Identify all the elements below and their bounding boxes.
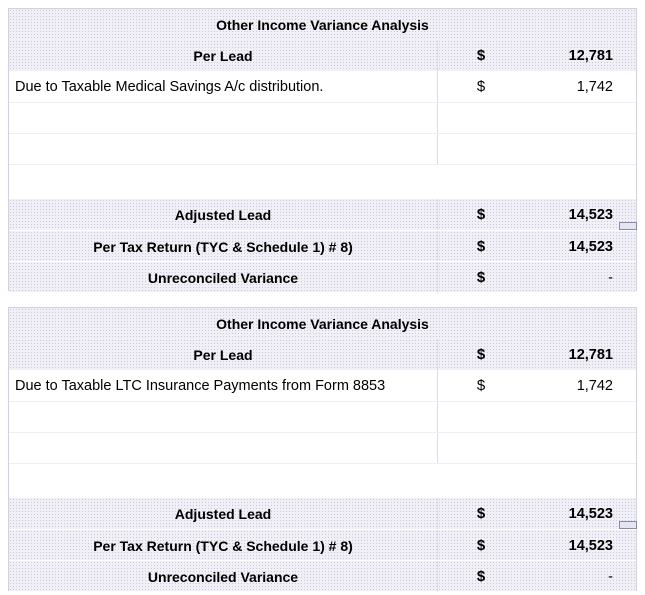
currency-symbol: $ (476, 78, 486, 95)
currency-symbol: $ (476, 206, 486, 223)
per-lead-row (9, 40, 636, 71)
unreconciled-label: Unreconciled Variance (147, 568, 299, 585)
column-divider (437, 40, 438, 71)
per-lead-row (9, 339, 636, 370)
per-tax-return-row (9, 230, 636, 261)
per-lead-value: 12,781 (568, 346, 613, 363)
currency-symbol: $ (476, 568, 486, 585)
per-tax-return-label: Per Tax Return (TYC & Schedule 1) # 8) (93, 537, 353, 554)
per-tax-return-value: 14,523 (568, 537, 613, 554)
currency-symbol: $ (476, 238, 486, 255)
column-divider (437, 262, 438, 293)
adjusted-lead-row (9, 199, 636, 230)
empty-row (9, 401, 636, 432)
column-divider (437, 134, 438, 165)
adjusted-lead-label: Adjusted Lead (174, 505, 272, 522)
cell-handle-icon[interactable] (619, 222, 637, 230)
per-lead-label: Per Lead (193, 47, 253, 64)
adjusted-lead-value: 14,523 (568, 206, 613, 223)
unreconciled-row (9, 560, 636, 591)
column-divider (437, 561, 438, 592)
column-divider (437, 231, 438, 262)
per-lead-value: 12,781 (568, 47, 613, 64)
per-tax-return-value: 14,523 (568, 238, 613, 255)
adjustment-label: Due to Taxable Medical Savings A/c distribution. (15, 78, 324, 95)
currency-symbol: $ (476, 537, 486, 554)
currency-symbol: $ (476, 269, 486, 286)
column-divider (437, 339, 438, 370)
column-divider (437, 71, 438, 102)
adjustment-label: Due to Taxable LTC Insurance Payments from Form 8853 (15, 377, 386, 394)
adjustment-value: 1,742 (576, 78, 613, 95)
table-title-row (9, 9, 636, 40)
column-divider (437, 103, 438, 134)
table-title: Other Income Variance Analysis (216, 16, 429, 33)
adjusted-lead-label: Adjusted Lead (174, 206, 272, 223)
adjustment-row (9, 370, 636, 401)
variance-table-2 (8, 307, 637, 591)
currency-symbol: $ (476, 47, 486, 64)
table-title: Other Income Variance Analysis (216, 315, 429, 332)
column-divider (437, 530, 438, 561)
table-title-row (9, 308, 636, 339)
empty-row (9, 164, 636, 197)
empty-row (9, 463, 636, 496)
variance-table-1 (8, 8, 637, 291)
empty-row (9, 102, 636, 133)
empty-row (9, 432, 636, 463)
currency-symbol: $ (476, 505, 486, 522)
column-divider (437, 402, 438, 433)
unreconciled-value: - (608, 568, 613, 585)
unreconciled-label: Unreconciled Variance (147, 269, 299, 286)
column-divider (437, 498, 438, 529)
currency-symbol: $ (476, 377, 486, 394)
column-divider (437, 433, 438, 464)
cell-handle-icon[interactable] (619, 521, 637, 529)
unreconciled-row (9, 261, 636, 292)
empty-row (9, 133, 636, 164)
per-tax-return-row (9, 529, 636, 560)
currency-symbol: $ (476, 346, 486, 363)
adjusted-lead-row (9, 498, 636, 529)
adjustment-row (9, 71, 636, 102)
unreconciled-value: - (608, 269, 613, 286)
per-tax-return-label: Per Tax Return (TYC & Schedule 1) # 8) (93, 238, 353, 255)
column-divider (437, 370, 438, 401)
adjusted-lead-value: 14,523 (568, 505, 613, 522)
column-divider (437, 199, 438, 230)
per-lead-label: Per Lead (193, 346, 253, 363)
adjustment-value: 1,742 (576, 377, 613, 394)
